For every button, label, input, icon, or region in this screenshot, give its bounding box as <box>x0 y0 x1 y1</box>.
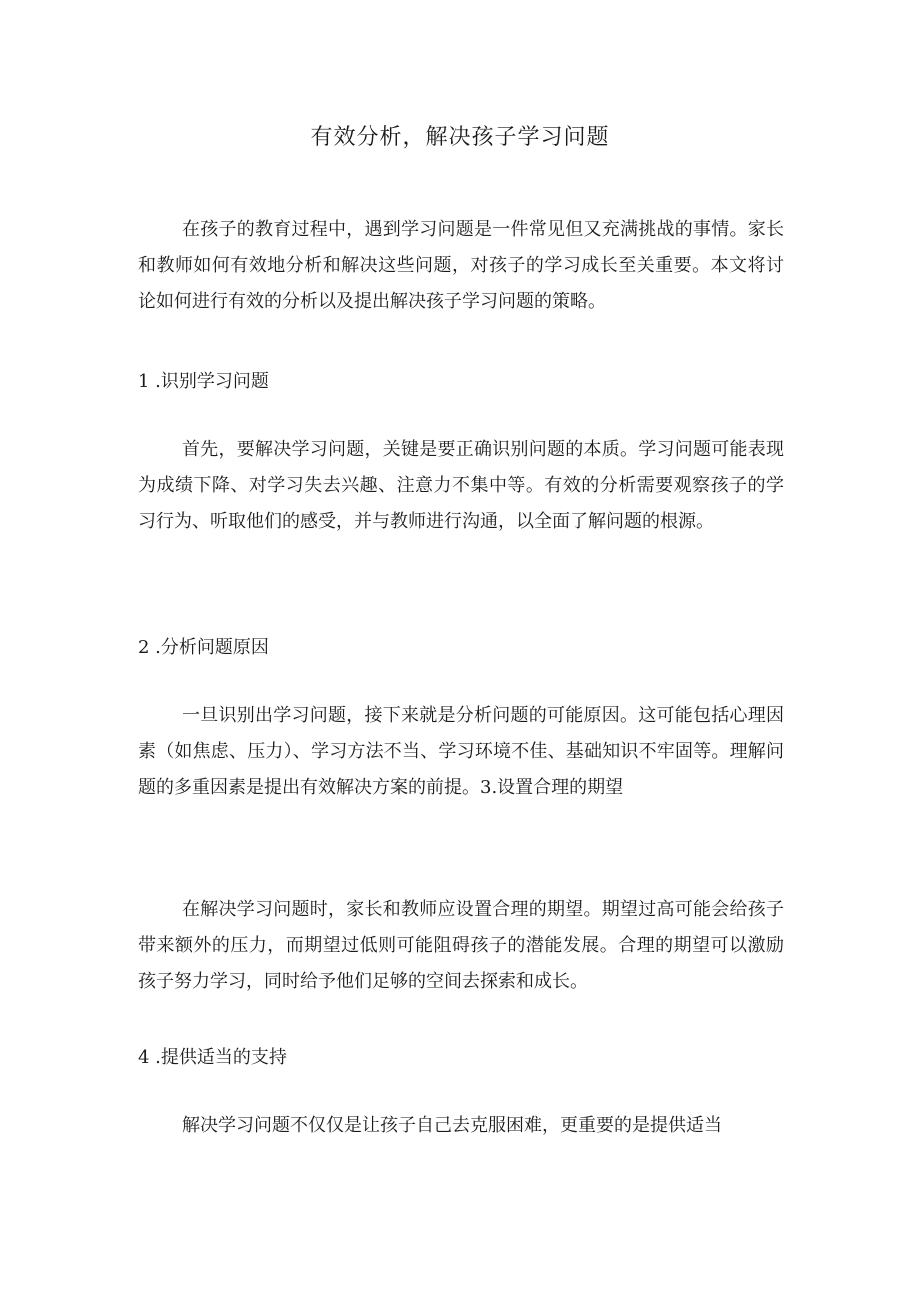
section-paragraph-4: 解决学习问题不仅仅是让孩子自己去克服困难，更重要的是提供适当 <box>182 1115 722 1136</box>
section-heading-4: 4 .提供适当的支持 <box>138 1047 287 1068</box>
section-paragraph-1: 首先，要解决学习问题，关键是要正确识别问题的本质。学习问题可能表现为成绩下降、对学习失去兴趣、注意力不集中等。有效的分析需要观察孩子的学习行为、听取他们的感受，并与教师进行沟通，以全面了解问题的根源。 <box>138 439 784 532</box>
section-paragraph-3: 在解决学习问题时，家长和教师应设置合理的期望。期望过高可能会给孩子带来额外的压力，而期望过低则可能阻碍孩子的潜能发展。合理的期望可以激励孩子努力学习，同时给予他们足够的空间去探索和成长。 <box>138 899 784 992</box>
section-heading-2: 2 .分析问题原因 <box>138 637 269 658</box>
intro-paragraph: 在孩子的教育过程中，遇到学习问题是一件常见但又充满挑战的事情。家长和教师如何有效地分析和解决这些问题，对孩子的学习成长至关重要。本文将讨论如何进行有效的分析以及提出解决孩子学习问题的策略。 <box>138 219 784 312</box>
document-title: 有效分析，解决孩子学习问题 <box>310 125 610 150</box>
section-paragraph-2: 一旦识别出学习问题，接下来就是分析问题的可能原因。这可能包括心理因素（如焦虑、压力）、学习方法不当、学习环境不佳、基础知识不牢固等。理解问题的多重因素是提出有效解决方案的前提。3.设置合理的期望 <box>138 705 784 798</box>
section-heading-1: 1 .识别学习问题 <box>138 371 269 392</box>
